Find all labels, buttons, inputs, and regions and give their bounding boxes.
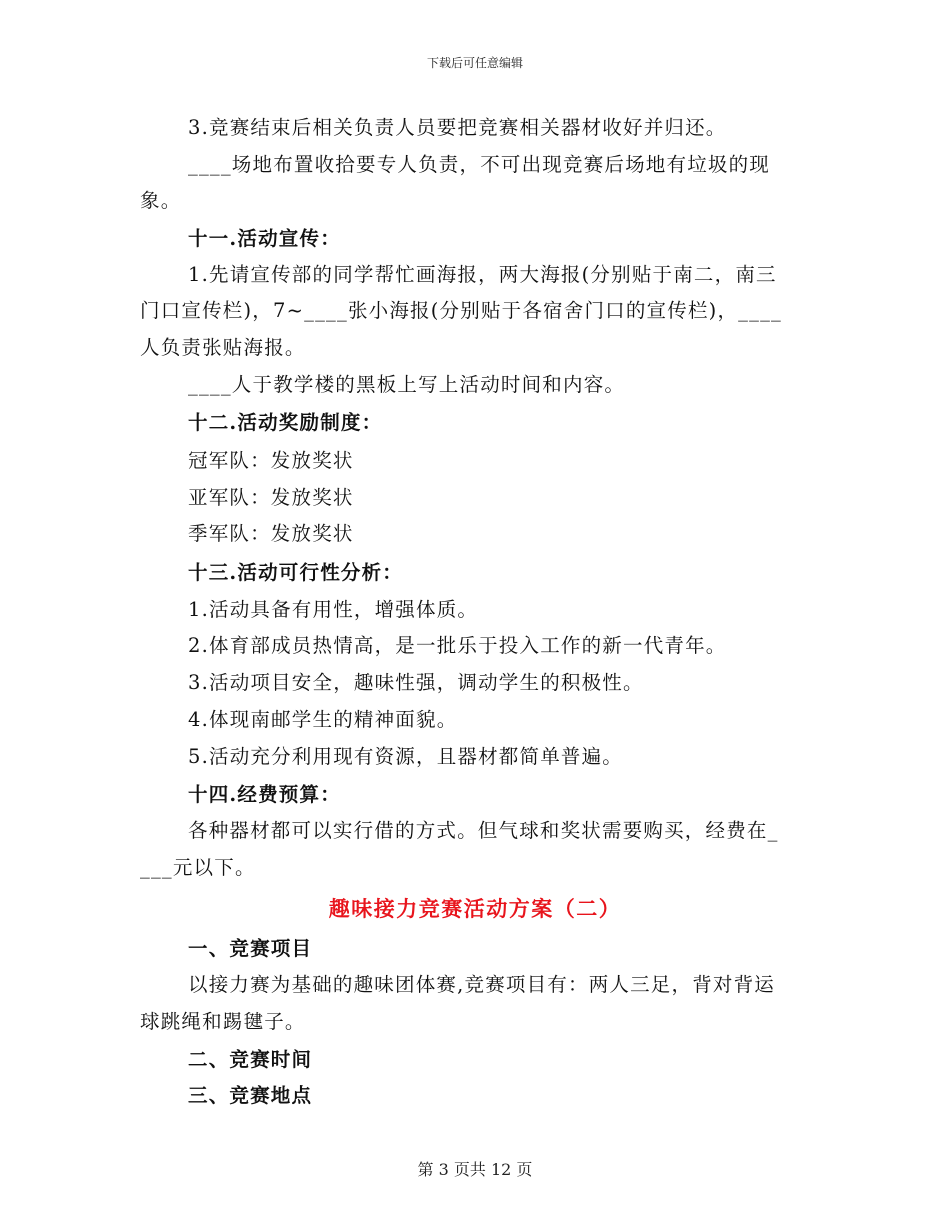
section-heading: 十四.经费预算： bbox=[188, 783, 341, 806]
paragraph-line: 各种器材都可以实行借的方式。但气球和奖状需要购买，经费在_ bbox=[188, 819, 779, 842]
paragraph-line: 冠军队：发放奖状 bbox=[188, 449, 354, 472]
paragraph-line: 球跳绳和踢毽子。 bbox=[140, 1010, 306, 1033]
paragraph-line: 3.竞赛结束后相关负责人员要把竞赛相关器材收好并归还。 bbox=[188, 116, 727, 139]
paragraph-line: 4.体现南邮学生的精神面貌。 bbox=[188, 708, 458, 731]
section-heading: 一、竞赛项目 bbox=[188, 937, 313, 960]
paragraph-line: 3.活动项目安全，趣味性强，调动学生的积极性。 bbox=[188, 671, 644, 694]
paragraph-line: ____人于教学楼的黑板上写上活动时间和内容。 bbox=[188, 373, 626, 396]
paragraph-line: ____场地布置收拾要专人负责，不可出现竞赛后场地有垃圾的现 bbox=[188, 153, 771, 176]
paragraph-line: 人负责张贴海报。 bbox=[140, 336, 306, 359]
paragraph-line: 以接力赛为基础的趣味团体赛,竞赛项目有：两人三足，背对背运 bbox=[188, 973, 775, 996]
paragraph-line: 1.活动具备有用性，增强体质。 bbox=[188, 598, 479, 621]
section-heading: 十二.活动奖励制度： bbox=[188, 411, 383, 434]
paragraph-line: 亚军队：发放奖状 bbox=[188, 486, 354, 509]
section-heading: 十一.活动宣传： bbox=[188, 227, 341, 250]
paragraph-line: 象。 bbox=[140, 189, 182, 212]
page-footer: 第 3 页共 12 页 bbox=[417, 1160, 533, 1179]
document-title: 趣味接力竞赛活动方案（二） bbox=[328, 896, 622, 921]
section-heading: 三、竞赛地点 bbox=[188, 1084, 313, 1107]
paragraph-line: ___元以下。 bbox=[140, 856, 256, 879]
section-heading: 十三.活动可行性分析： bbox=[188, 561, 403, 584]
paragraph-line: 季军队：发放奖状 bbox=[188, 522, 354, 545]
section-heading: 二、竞赛时间 bbox=[188, 1048, 313, 1071]
paragraph-line: 2.体育部成员热情高，是一批乐于投入工作的新一代青年。 bbox=[188, 634, 727, 657]
paragraph-line: 5.活动充分利用现有资源，且器材都简单普遍。 bbox=[188, 745, 624, 768]
page-header: 下载后可任意编辑 bbox=[426, 56, 523, 70]
paragraph-line: 门口宣传栏)，7~____张小海报(分别贴于各宿舍门口的宣传栏)，____ bbox=[140, 299, 782, 322]
paragraph-line: 1.先请宣传部的同学帮忙画海报，两大海报(分别贴于南二，南三 bbox=[188, 263, 777, 286]
